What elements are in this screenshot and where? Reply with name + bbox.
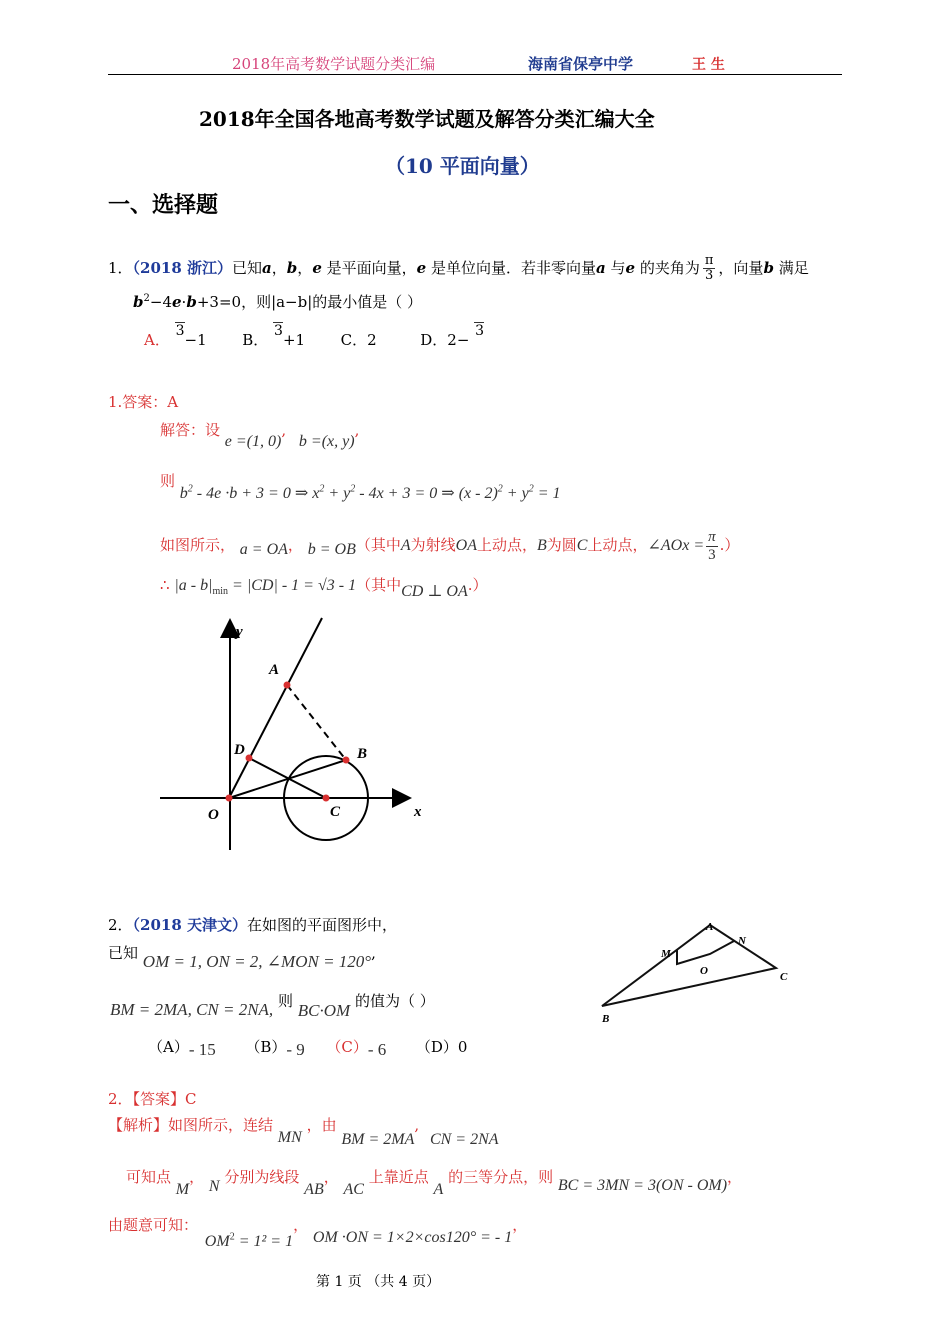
label-x: x <box>414 804 422 820</box>
a2-jx: 【解析】如图所示，连结 <box>108 1116 274 1134</box>
q2-opt-a: （A） <box>148 1038 189 1056</box>
a1-line1: 解答：设 e =(1, 0), b =(x, y), <box>160 421 360 450</box>
header-rule <box>108 74 842 75</box>
a2-you: ，由 <box>306 1116 337 1134</box>
a1-angle: ∠AOx = <box>647 537 705 554</box>
q2-cond2: BM = 2MA, CN = 2NA, <box>110 1000 274 1019</box>
point-c <box>323 795 330 802</box>
a1-C: C <box>576 537 588 554</box>
label-d: D <box>234 742 245 758</box>
q2-line1 <box>108 914 397 935</box>
a1-B: B <box>537 537 547 554</box>
header-middle: 海南省保亭中学 <box>528 55 634 73</box>
header-right: 王 生 <box>692 57 725 73</box>
a1-a-oa: a = OA <box>239 541 288 558</box>
q2-yz: 已知 <box>108 944 139 962</box>
a1-qz2: （其中 <box>356 576 402 594</box>
q2-opt-a-value: - 15 <box>188 1040 216 1059</box>
triangle-abc <box>602 925 776 1006</box>
q1-opt-d: D．2− <box>420 331 470 349</box>
a2-label: 2．【答案】C <box>108 1090 197 1108</box>
a2-dot: OM ·ON = 1×2×cos120° = - 1 <box>312 1229 513 1246</box>
fig2-label-b: B <box>602 1013 610 1025</box>
a1-eq1: - 4e ·b + 3 = 0 ⇒ <box>196 485 313 502</box>
label-o: O <box>208 807 219 823</box>
q1-text-e: 的夹角为 <box>639 258 700 277</box>
q1-text-c: 是单位向量．若非零向量 <box>430 258 596 277</box>
a2-line1: 【解析】如图所示，连结 MN ，由 BM = 2MA, CN = 2NA <box>108 1116 499 1148</box>
fig2-label-c: C <box>780 971 788 983</box>
q2-options <box>148 1036 467 1057</box>
q1-line1: 1．（2018 浙江）已知a，b，e 是平面向量，e 是单位向量．若非零向量a 与e 的夹角为 $\frac{\pi}{3}$ ，向量b 满足 <box>108 253 809 284</box>
label-b: B <box>357 746 368 762</box>
a1-OA: OA <box>455 537 477 554</box>
a1-A: A <box>400 537 411 554</box>
q2-opt-b: （B） <box>245 1038 287 1056</box>
page-footer: 第 1 页 （共 4 页） <box>316 1274 441 1290</box>
a1-line4: ∴ $|a - b|_{min} = |CD| - 1 = √3 - 1$（其中CD ⊥ OA.） <box>160 576 488 600</box>
point-o <box>226 795 233 802</box>
q2-text: 在如图的平面图形中， <box>247 916 398 934</box>
segment-ab <box>287 685 346 760</box>
a2-ytyk: 由题意可知： <box>108 1216 199 1234</box>
q1-options: A． 3−1 B． 3+1 C．2 D．2− 3 <box>144 323 485 349</box>
a2-bm: BM = 2MA <box>341 1131 415 1148</box>
q2-opt-c: （C） <box>326 1038 368 1056</box>
q1-opt-a: A． <box>144 331 170 349</box>
a1-close: .） <box>719 536 740 554</box>
header-left: 2018年高考数学试题分类汇编 <box>232 55 436 73</box>
q1-text-f: ，向量 <box>718 258 764 277</box>
point-d <box>246 755 253 762</box>
fig2-label-n: N <box>738 935 746 947</box>
label-a: A <box>269 662 280 678</box>
page-subtitle: （10 平面向量） <box>385 154 540 178</box>
q1-opt-b-tail: +1 <box>282 331 306 349</box>
a2-line2: 可知点 M， N 分别为线段 AB， AC 上靠近点 A 的三等分点，则 BC = 3MN = 3(ON - OM)， <box>126 1168 743 1198</box>
point-a <box>284 682 291 689</box>
q1-text-g: 满足 <box>778 258 809 277</box>
a2-om2-value: = 1² = 1 <box>238 1233 294 1250</box>
a1-b-ob: b = OB <box>307 541 356 558</box>
fig2-label-a: A <box>706 921 714 933</box>
pi-over-3: $\frac{\pi}{3}$ <box>704 253 714 284</box>
a2-cn: CN = 2NA <box>429 1131 499 1148</box>
a1-e-def: e =(1, 0) <box>224 433 282 450</box>
page-title: 2018年全国各地高考数学试题及解答分类汇编大全 <box>199 107 655 131</box>
a2-bc: BC = 3MN = 3(ON - OM) <box>557 1177 728 1194</box>
q1-opt-b: B． <box>242 331 269 349</box>
q2-line2: 已知 OM = 1, ON = 2, ∠MON = 120°, <box>108 944 376 971</box>
q1-text-d: 与 <box>610 258 626 277</box>
a2-m: M <box>175 1181 190 1198</box>
a1-line2: 则 $b^2 - 4e \cdot b + 3 = 0$ ⇒ $x^2 + y^2 - 4x + 3 = 0$ ⇒ $(x - 2)^2 + y^2 = 1$ <box>160 472 561 502</box>
a1-label: 1.答案：A <box>108 393 179 411</box>
section-heading: 一、选择题 <box>108 192 219 218</box>
fig2-label-o: O <box>700 965 708 977</box>
q2-ze: 则 <box>277 992 293 1010</box>
a2-ac: AC <box>343 1181 364 1198</box>
q2-line3 <box>110 990 435 1020</box>
a1-min-expr: = |CD| - 1 = √3 - 1 <box>232 577 357 594</box>
q1-line2-text: =0，则|a−b|的最小值是（ ） <box>218 293 423 311</box>
q2-source: （2018 天津文） <box>132 916 248 934</box>
a1-eq3: = 1 <box>537 485 561 502</box>
point-b <box>343 757 350 764</box>
a2-ab: AB <box>304 1181 324 1198</box>
q1-text-b: 是平面向量， <box>326 258 417 277</box>
label-c: C <box>330 804 341 820</box>
a2-kzd: 可知点 <box>126 1168 172 1186</box>
q1-line2: $b^2-4e\cdot b+3=0$，则|a−b|的最小值是（ ） <box>133 293 423 311</box>
a1-rtsm: 如图所示， <box>160 536 236 554</box>
a1-therefore: ∴ <box>160 576 170 594</box>
a1-wsx: 为射线 <box>410 536 456 554</box>
a1-wy: 为圆 <box>546 536 577 554</box>
a1-perp: CD ⊥ OA <box>401 583 468 600</box>
q2-opt-d: （D）0 <box>415 1038 468 1056</box>
figure-1 <box>150 612 440 857</box>
a1-b-def: b =(x, y) <box>298 433 355 450</box>
a2-skjd: 上靠近点 <box>368 1168 429 1186</box>
a1-sdd: 上动点， <box>476 536 537 554</box>
a1-close2: .） <box>467 576 488 594</box>
a2-mn: MN <box>277 1129 302 1146</box>
a2-dszs: 的三等分点，则 <box>448 1168 554 1186</box>
a2-a: A <box>433 1181 444 1198</box>
q2-opt-c-value: - 6 <box>367 1040 387 1059</box>
a1-sdd2: 上动点， <box>587 536 648 554</box>
q1-num: 1． <box>108 258 133 277</box>
q2-expr: BC·OM <box>297 1001 351 1020</box>
q2-num: 2． <box>108 916 133 934</box>
a2-om2: OM <box>204 1233 230 1250</box>
a1-line3: 如图所示， a = OA， b = OB（其中A为射线OA上动点，B为圆C上动点，∠AOx = $\frac{\pi}{3}$ .） <box>160 529 740 563</box>
figure-2 <box>592 916 802 1026</box>
q2-cond1: OM = 1, ON = 2, ∠MON = 120° <box>142 952 372 971</box>
a1-ze: 则 <box>160 472 176 490</box>
a2-n: N <box>208 1178 220 1195</box>
q1-text: 已知 <box>232 258 263 277</box>
q1-opt-c: C．2 <box>340 331 377 349</box>
a1-eq2: - 4x + 3 = 0 ⇒ <box>359 485 459 502</box>
a2-line3: 由题意可知： $OM^2 = 1^2 = 1$， OM ·ON = 1×2×cos120° = - 1， <box>108 1216 528 1250</box>
a2-fbw: 分别为线段 <box>224 1168 300 1186</box>
q1-opt-a-tail: −1 <box>184 331 207 349</box>
a1-jd: 解答：设 <box>160 421 221 439</box>
q1-source: （2018 浙江） <box>132 258 233 277</box>
a1-qz1: （其中 <box>355 536 401 554</box>
fig2-label-m: M <box>661 948 671 960</box>
q2-tail: 的值为（ ） <box>354 992 435 1010</box>
q2-opt-b-value: - 9 <box>286 1040 305 1059</box>
label-y: y <box>236 624 243 640</box>
